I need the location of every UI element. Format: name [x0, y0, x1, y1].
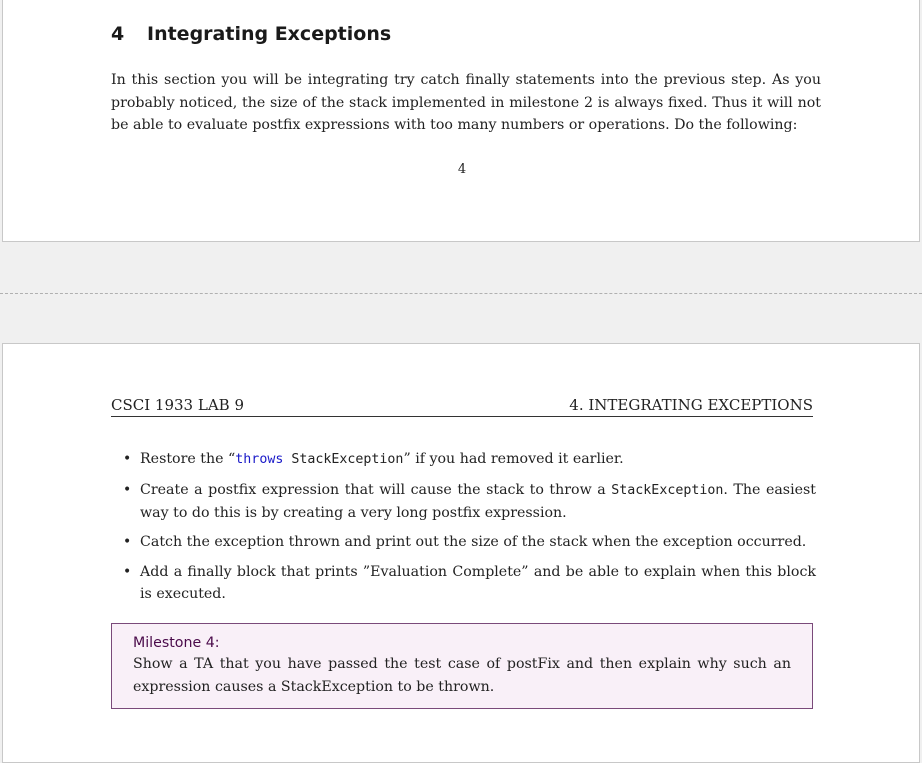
list-item: • Add a finally block that prints ”Evaluation Complete” and be able to explain when this block is executed. — [111, 561, 816, 605]
list-item: • Restore the “throws StackException” if you had removed it earlier. — [111, 448, 816, 471]
bullet-icon: • — [123, 534, 132, 550]
page-number: 4 — [457, 162, 467, 177]
header-section: 4. INTEGRATING EXCEPTIONS — [569, 396, 813, 414]
header-course: CSCI 1933 LAB 9 — [111, 396, 244, 414]
page-2 — [2, 343, 920, 763]
list-item: • Create a postfix expression that will cause the stack to throw a StackException. The easiest way to do this is by creating a very long postfix expression. — [111, 479, 816, 524]
section-title: Integrating Exceptions — [147, 23, 392, 45]
code-keyword: throws — [235, 452, 284, 467]
page-break-divider — [0, 293, 922, 294]
milestone-box — [111, 623, 813, 709]
milestone-title: Milestone 4: — [133, 635, 220, 651]
bullet-icon: • — [123, 563, 132, 580]
list-item: • Catch the exception thrown and print out the size of the stack when the exception occurred. — [111, 531, 816, 553]
page-1 — [2, 0, 920, 242]
intro-paragraph: In this section you will be integrating try catch finally statements into the previous step. As you probably noticed, the size of the stack implemented in milestone 2 is always fixed. Thus it will not be able to evaluate postfix expressions with too many numbers or operations. Do the following: — [111, 72, 821, 133]
section-heading — [111, 23, 391, 45]
code-text: StackException — [283, 452, 404, 467]
running-header — [111, 394, 813, 417]
bullet-icon: • — [123, 451, 132, 467]
code-text: StackException — [611, 482, 724, 498]
milestone-body: Show a TA that you have passed the test case of postFix and then explain why such an expression causes a StackException to be thrown. — [133, 656, 791, 695]
section-number: 4 — [111, 23, 125, 45]
bullet-icon: • — [123, 481, 132, 498]
instruction-list — [111, 448, 816, 612]
